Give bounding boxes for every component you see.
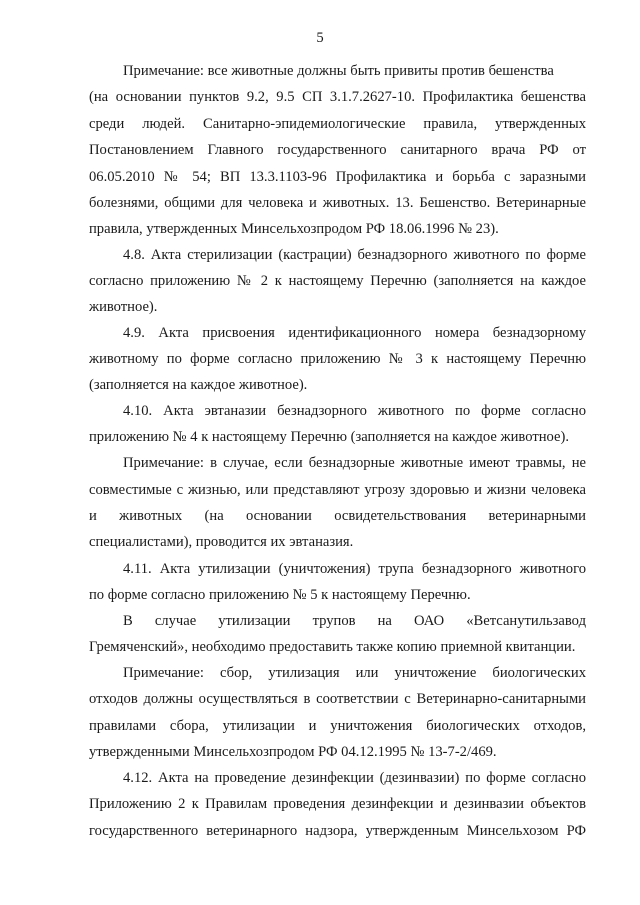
text-line: 06.05.2010 № 54; ВП 13.3.1103-96 Профилактика и борьба с заразными [89,169,586,185]
text-line: и животных (на основании освидетельствования ветеринарными [89,508,586,524]
text-line: Примечание: все животные должны быть привиты против бешенства [123,63,554,79]
text-line: Примечание: сбор, утилизация или уничтожение биологических [123,665,586,681]
text-line: 4.9. Акта присвоения идентификационного номера безнадзорному [123,325,586,341]
text-line: (заполняется на каждое животное). [89,377,308,393]
text-line: Гремяченский», необходимо предоставить также копию приемной квитанции. [89,639,576,655]
text-line: Постановлением Главного государственного санитарного врача РФ от [89,142,586,158]
text-line: согласно приложению № 2 к настоящему Перечню (заполняется на каждое [89,273,586,289]
text-line: 4.10. Акта эвтаназии безнадзорного животного по форме согласно [123,403,586,419]
text-line: животное). [89,299,158,315]
text-line: правилами сбора, утилизации и уничтожения биологических отходов, [89,718,586,734]
text-line: (на основании пунктов 9.2, 9.5 СП 3.1.7.2627-10. Профилактика бешенства [89,89,586,105]
page-number: 5 [316,30,324,46]
text-line: Приложению 2 к Правилам проведения дезинфекции и дезинвазии объектов [89,796,586,812]
text-line: В случае утилизации трупов на ОАО «Ветсанутильзавод [123,613,586,629]
text-line: по форме согласно приложению № 5 к настоящему Перечню. [89,587,471,603]
text-line: среди людей. Санитарно-эпидемиологические правила, утвержденных [89,116,586,132]
text-line: Примечание: в случае, если безнадзорные животные имеют травмы, не [123,455,586,471]
text-line: государственного ветеринарного надзора, утвержденным Минсельхозом РФ [89,823,586,839]
text-line: болезнями, общими для человека и животных. 13. Бешенство. Ветеринарные [89,195,586,211]
text-line: правила, утвержденных Минсельхозпродом РФ 18.06.1996 № 23). [89,221,499,237]
text-line: приложению № 4 к настоящему Перечню (заполняется на каждое животное). [89,429,569,445]
text-line: утвержденными Минсельхозпродом РФ 04.12.1995 № 13-7-2/469. [89,744,497,760]
text-line: отходов должны осуществляться в соответствии с Ветеринарно-санитарными [89,691,586,707]
text-line: животному по форме согласно приложению № 3 к настоящему Перечню [89,351,586,367]
text-line: 4.8. Акта стерилизации (кастрации) безнадзорного животного по форме [123,247,586,263]
text-line: совместимые с жизнью, или представляют угрозу здоровью и жизни человека [89,482,586,498]
text-line: специалистами), проводится их эвтаназия. [89,534,354,550]
text-line: 4.11. Акта утилизации (уничтожения) трупа безнадзорного животного [123,561,586,577]
text-line: 4.12. Акта на проведение дезинфекции (дезинвазии) по форме согласно [123,770,586,786]
